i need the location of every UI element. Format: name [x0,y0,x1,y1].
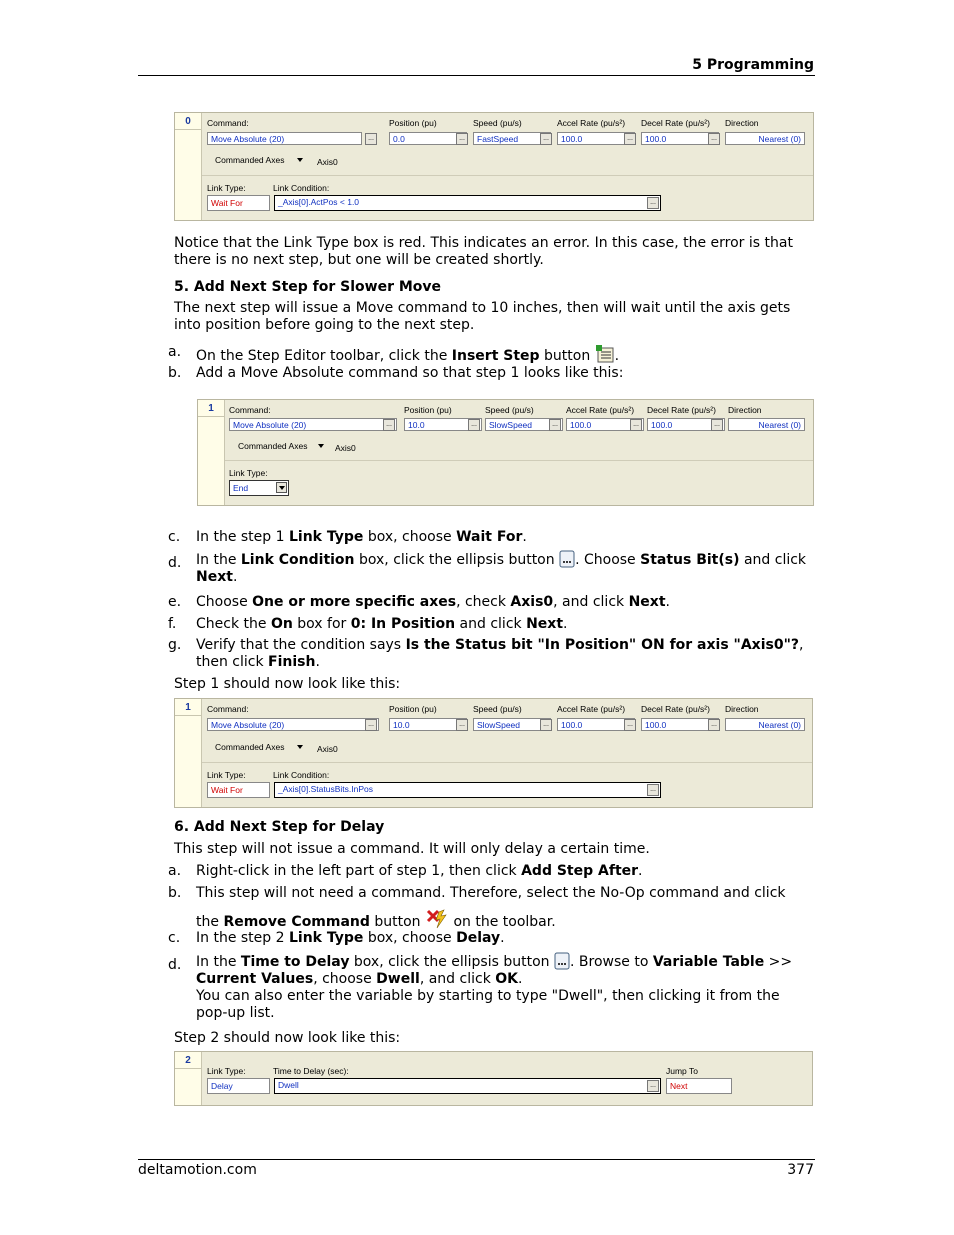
list-text: . [518,971,523,987]
chevron-down-icon [297,745,303,749]
list-text: box, choose [363,529,457,545]
link-type-field[interactable]: Delay [207,1078,270,1094]
section-divider [202,762,812,763]
command-label: Command: [207,704,249,714]
time-to-delay-label: Time to Delay (sec): [273,1066,349,1076]
list-text: , choose [313,971,377,987]
list-bold: Dwell [376,971,420,987]
decel-label: Decel Rate (pu/s²) [641,704,710,714]
list-bold: Wait For [456,529,523,545]
chevron-down-icon [318,444,324,448]
direction-label: Direction [725,118,759,128]
command-field[interactable]: Move Absolute (20) [229,418,397,431]
axis-name: Axis0 [317,744,338,754]
insert-step-icon [595,344,615,364]
link-condition-ellipsis-button[interactable]: ... [647,784,659,796]
step-2-panel[interactable] [174,1051,813,1106]
page-number: 377 [787,1162,814,1178]
time-to-delay-ellipsis-button[interactable]: ... [647,1080,659,1092]
list-marker: f. [168,616,177,632]
speed-field[interactable]: SlowSpeed [473,718,551,731]
ellipsis-button-icon [559,550,575,568]
step-number-cell [175,699,202,807]
list-bold: Finish [268,654,316,670]
list-text: , and click [419,971,496,987]
decel-field[interactable]: 100.0 [647,418,725,431]
command-field[interactable]: Move Absolute (20) [207,718,379,731]
list-item-d2 [168,952,814,1022]
list-text: In the step 2 [196,930,289,946]
list-text: and click [455,616,527,632]
list-text: box, click the ellipsis button [354,552,555,568]
list-bold: Link Condition [240,552,355,568]
decel-label: Decel Rate (pu/s²) [647,405,716,415]
list-text: , and click [553,594,629,610]
list-text: . [638,863,643,879]
link-condition-field[interactable]: _Axis[0].ActPos < 1.0 [274,195,661,211]
list-bold: Next [628,594,666,610]
list-text: box, choose [363,930,457,946]
paragraph-next-step: The next step will issue a Move command to 10 inches, then will wait until the axis gets into position before going to the next step. [174,300,791,333]
list-text: This step will not need a command. Therefore, select the No-Op command and click [196,885,786,901]
direction-field[interactable]: Nearest (0) [728,418,805,431]
list-item-a: a. On the Step Editor toolbar, click the Insert Step button . [168,344,620,364]
link-type-label: Link Type: [207,770,246,780]
position-ellipsis-button[interactable]: ... [456,133,468,145]
speed-label: Speed (pu/s) [485,405,534,415]
list-marker: a. [168,344,182,360]
paragraph-notice: Notice that the Link Type box is red. This indicates an error. In this case, the error is that there is no next step, but one will be created shortly. [174,235,793,268]
list-marker: b. [168,365,182,381]
speed-ellipsis-button[interactable]: ... [540,719,552,731]
list-text: Verify that the condition says [196,637,406,653]
list-item-g [168,637,814,671]
axis-name: Axis0 [335,443,356,453]
jump-to-label: Jump To [666,1066,698,1076]
step-1-panel[interactable] [197,399,814,506]
list-text: . [315,654,320,670]
paragraph-step1-result: Step 1 should now look like this: [174,676,401,692]
commanded-axes-label: Commanded Axes [238,441,308,451]
direction-label: Direction [728,405,762,415]
list-bold: Remove Command [223,914,370,930]
list-text: . [665,594,670,610]
link-type-field[interactable]: Wait For [207,782,270,798]
paragraph-delay: This step will not issue a command. It will only delay a certain time. [174,841,650,857]
list-item-b [168,365,814,382]
link-type-select[interactable]: End [229,480,289,496]
list-text: and click [739,552,807,568]
list-bold: One or more specific axes [252,594,457,610]
list-bold: Next [196,569,233,585]
chevron-down-icon [279,486,285,490]
heading-step-6: 6. Add Next Step for Delay [174,819,385,835]
step-number-cell [198,400,225,505]
list-item-e [168,594,814,611]
accel-field[interactable]: 100.0 [566,418,644,431]
list-text: In the [196,552,241,568]
list-marker: c. [168,930,181,946]
list-bold: On [270,616,293,632]
list-text: on the toolbar. [449,914,556,930]
direction-field[interactable]: Nearest (0) [725,718,805,731]
list-bold: Link Type [288,529,364,545]
link-condition-ellipsis-button[interactable]: ... [647,197,659,209]
list-marker: d. [168,957,182,973]
step-number: 2 [175,1052,201,1069]
command-field[interactable]: Move Absolute (20) [207,132,362,145]
link-type-dropdown-button[interactable] [276,482,287,493]
remove-command-icon [425,908,449,930]
list-text: Choose [196,594,253,610]
list-text: . [232,569,238,585]
step-number: 1 [198,400,224,417]
position-label: Position (pu) [389,118,437,128]
list-item-c2 [168,930,814,947]
heading-step-5: 5. Add Next Step for Slower Move [174,279,442,295]
decel-label: Decel Rate (pu/s²) [641,118,710,128]
position-field[interactable]: 0.0 [389,132,467,145]
list-text: box for [292,616,351,632]
list-bold: Next [526,616,564,632]
list-text: . [563,616,568,632]
list-marker: g. [168,637,182,653]
list-text: button [369,914,421,930]
list-bold: Link Type [288,930,364,946]
list-item-b2 [168,885,814,931]
list-text: the [196,914,224,930]
step-number: 0 [175,113,201,130]
ellipsis-button-icon [554,952,570,970]
time-to-delay-field[interactable]: Dwell [274,1078,661,1094]
list-bold: Delay [456,930,501,946]
list-text: . Browse to [570,954,653,970]
accel-label: Accel Rate (pu/s²) [566,405,635,415]
list-text: Right-click in the left part of step 1, then click [196,863,522,879]
list-bold: Is the Status bit "In Position" ON for axis "Axis0"? [405,637,799,653]
speed-label: Speed (pu/s) [473,704,522,714]
step-number-cell [175,1052,202,1105]
list-item-c [168,529,814,546]
list-bold: Add Step After [521,863,639,879]
list-text: , check [456,594,511,610]
list-text: . [500,930,505,946]
commanded-axes-dropdown[interactable] [211,153,307,167]
list-text: . [522,529,527,545]
paragraph-step2-result: Step 2 should now look like this: [174,1030,401,1046]
link-type-label: Link Type: [229,468,268,478]
position-label: Position (pu) [389,704,437,714]
position-ellipsis-button[interactable]: ... [468,419,480,431]
commanded-axes-dropdown[interactable] [234,439,328,453]
command-label: Command: [207,118,249,128]
chevron-down-icon [297,158,303,162]
accel-field[interactable]: 100.0 [557,132,635,145]
link-type-label: Link Type: [207,183,246,193]
accel-field[interactable]: 100.0 [557,718,635,731]
jump-to-field[interactable]: Next [666,1078,732,1094]
step-0-panel[interactable] [174,112,814,221]
list-bold: Axis0 [510,594,554,610]
list-text: >> [764,954,793,970]
command-label: Command: [229,405,271,415]
list-bold: Time to Delay [240,954,350,970]
accel-ellipsis-button[interactable]: ... [624,719,636,731]
list-text: box, click the ellipsis button [349,954,550,970]
commanded-axes-label: Commanded Axes [215,155,285,165]
step-number-cell [175,113,202,220]
decel-ellipsis-button[interactable]: ... [711,419,723,431]
position-label: Position (pu) [404,405,452,415]
link-condition-label: Link Condition: [273,183,330,193]
footer-rule [138,1159,815,1160]
list-text: You can also enter the variable by starting to type "Dwell", then clicking it from the pop-up list. [196,988,780,1021]
step-number: 1 [175,699,201,716]
commanded-axes-dropdown[interactable] [211,740,307,754]
decel-field[interactable]: 100.0 [641,132,719,145]
link-condition-field[interactable]: _Axis[0].StatusBits.InPos [274,782,661,798]
chapter-header: 5 Programming [692,57,814,73]
decel-ellipsis-button[interactable]: ... [708,719,720,731]
list-bold: Current Values [196,971,314,987]
list-text: button [539,348,591,364]
position-field[interactable]: 10.0 [389,718,467,731]
list-bold: 0: In Position [350,616,456,632]
list-marker: d. [168,555,182,571]
position-field[interactable]: 10.0 [404,418,482,431]
command-ellipsis-button[interactable]: ... [365,719,377,731]
list-bold: Insert Step [451,348,540,364]
list-text: In the step 1 [196,529,289,545]
speed-ellipsis-button[interactable]: ... [549,419,561,431]
list-bold: OK [495,971,518,987]
speed-field[interactable]: FastSpeed [473,132,551,145]
command-ellipsis-button[interactable]: ... [383,419,395,431]
speed-ellipsis-button[interactable]: ... [540,133,552,145]
list-item-d [168,550,814,586]
list-bold: Status Bit(s) [640,552,740,568]
link-type-field[interactable]: Wait For [207,195,270,211]
list-bold: Variable Table [652,954,765,970]
command-ellipsis-button[interactable]: ... [365,133,377,145]
link-type-label: Link Type: [207,1066,246,1076]
accel-ellipsis-button[interactable]: ... [630,419,642,431]
accel-label: Accel Rate (pu/s²) [557,704,626,714]
step-1-result-panel[interactable] [174,698,813,808]
list-text: On the Step Editor toolbar, click the [196,348,452,364]
section-divider [202,175,813,176]
direction-label: Direction [725,704,759,714]
decel-ellipsis-button[interactable]: ... [708,133,720,145]
header-rule [138,75,815,76]
section-divider [225,460,813,461]
list-text: Check the [196,616,271,632]
accel-ellipsis-button[interactable]: ... [624,133,636,145]
decel-field[interactable]: 100.0 [641,718,719,731]
accel-label: Accel Rate (pu/s²) [557,118,626,128]
list-marker: c. [168,529,181,545]
position-ellipsis-button[interactable]: ... [456,719,468,731]
speed-label: Speed (pu/s) [473,118,522,128]
list-text: , then click [196,637,804,670]
list-marker: a. [168,863,182,879]
axis-name: Axis0 [317,157,338,167]
footer-site: deltamotion.com [138,1162,257,1178]
list-item-f [168,616,814,633]
list-item-a2 [168,863,814,880]
list-marker: e. [168,594,182,610]
link-condition-label: Link Condition: [273,770,330,780]
list-text: Add a Move Absolute command so that step 1 looks like this: [196,365,624,381]
speed-field[interactable]: SlowSpeed [485,418,563,431]
list-text: . Choose [575,552,641,568]
direction-field[interactable]: Nearest (0) [725,132,805,145]
commanded-axes-label: Commanded Axes [215,742,285,752]
list-marker: b. [168,885,182,901]
list-text: In the [196,954,241,970]
